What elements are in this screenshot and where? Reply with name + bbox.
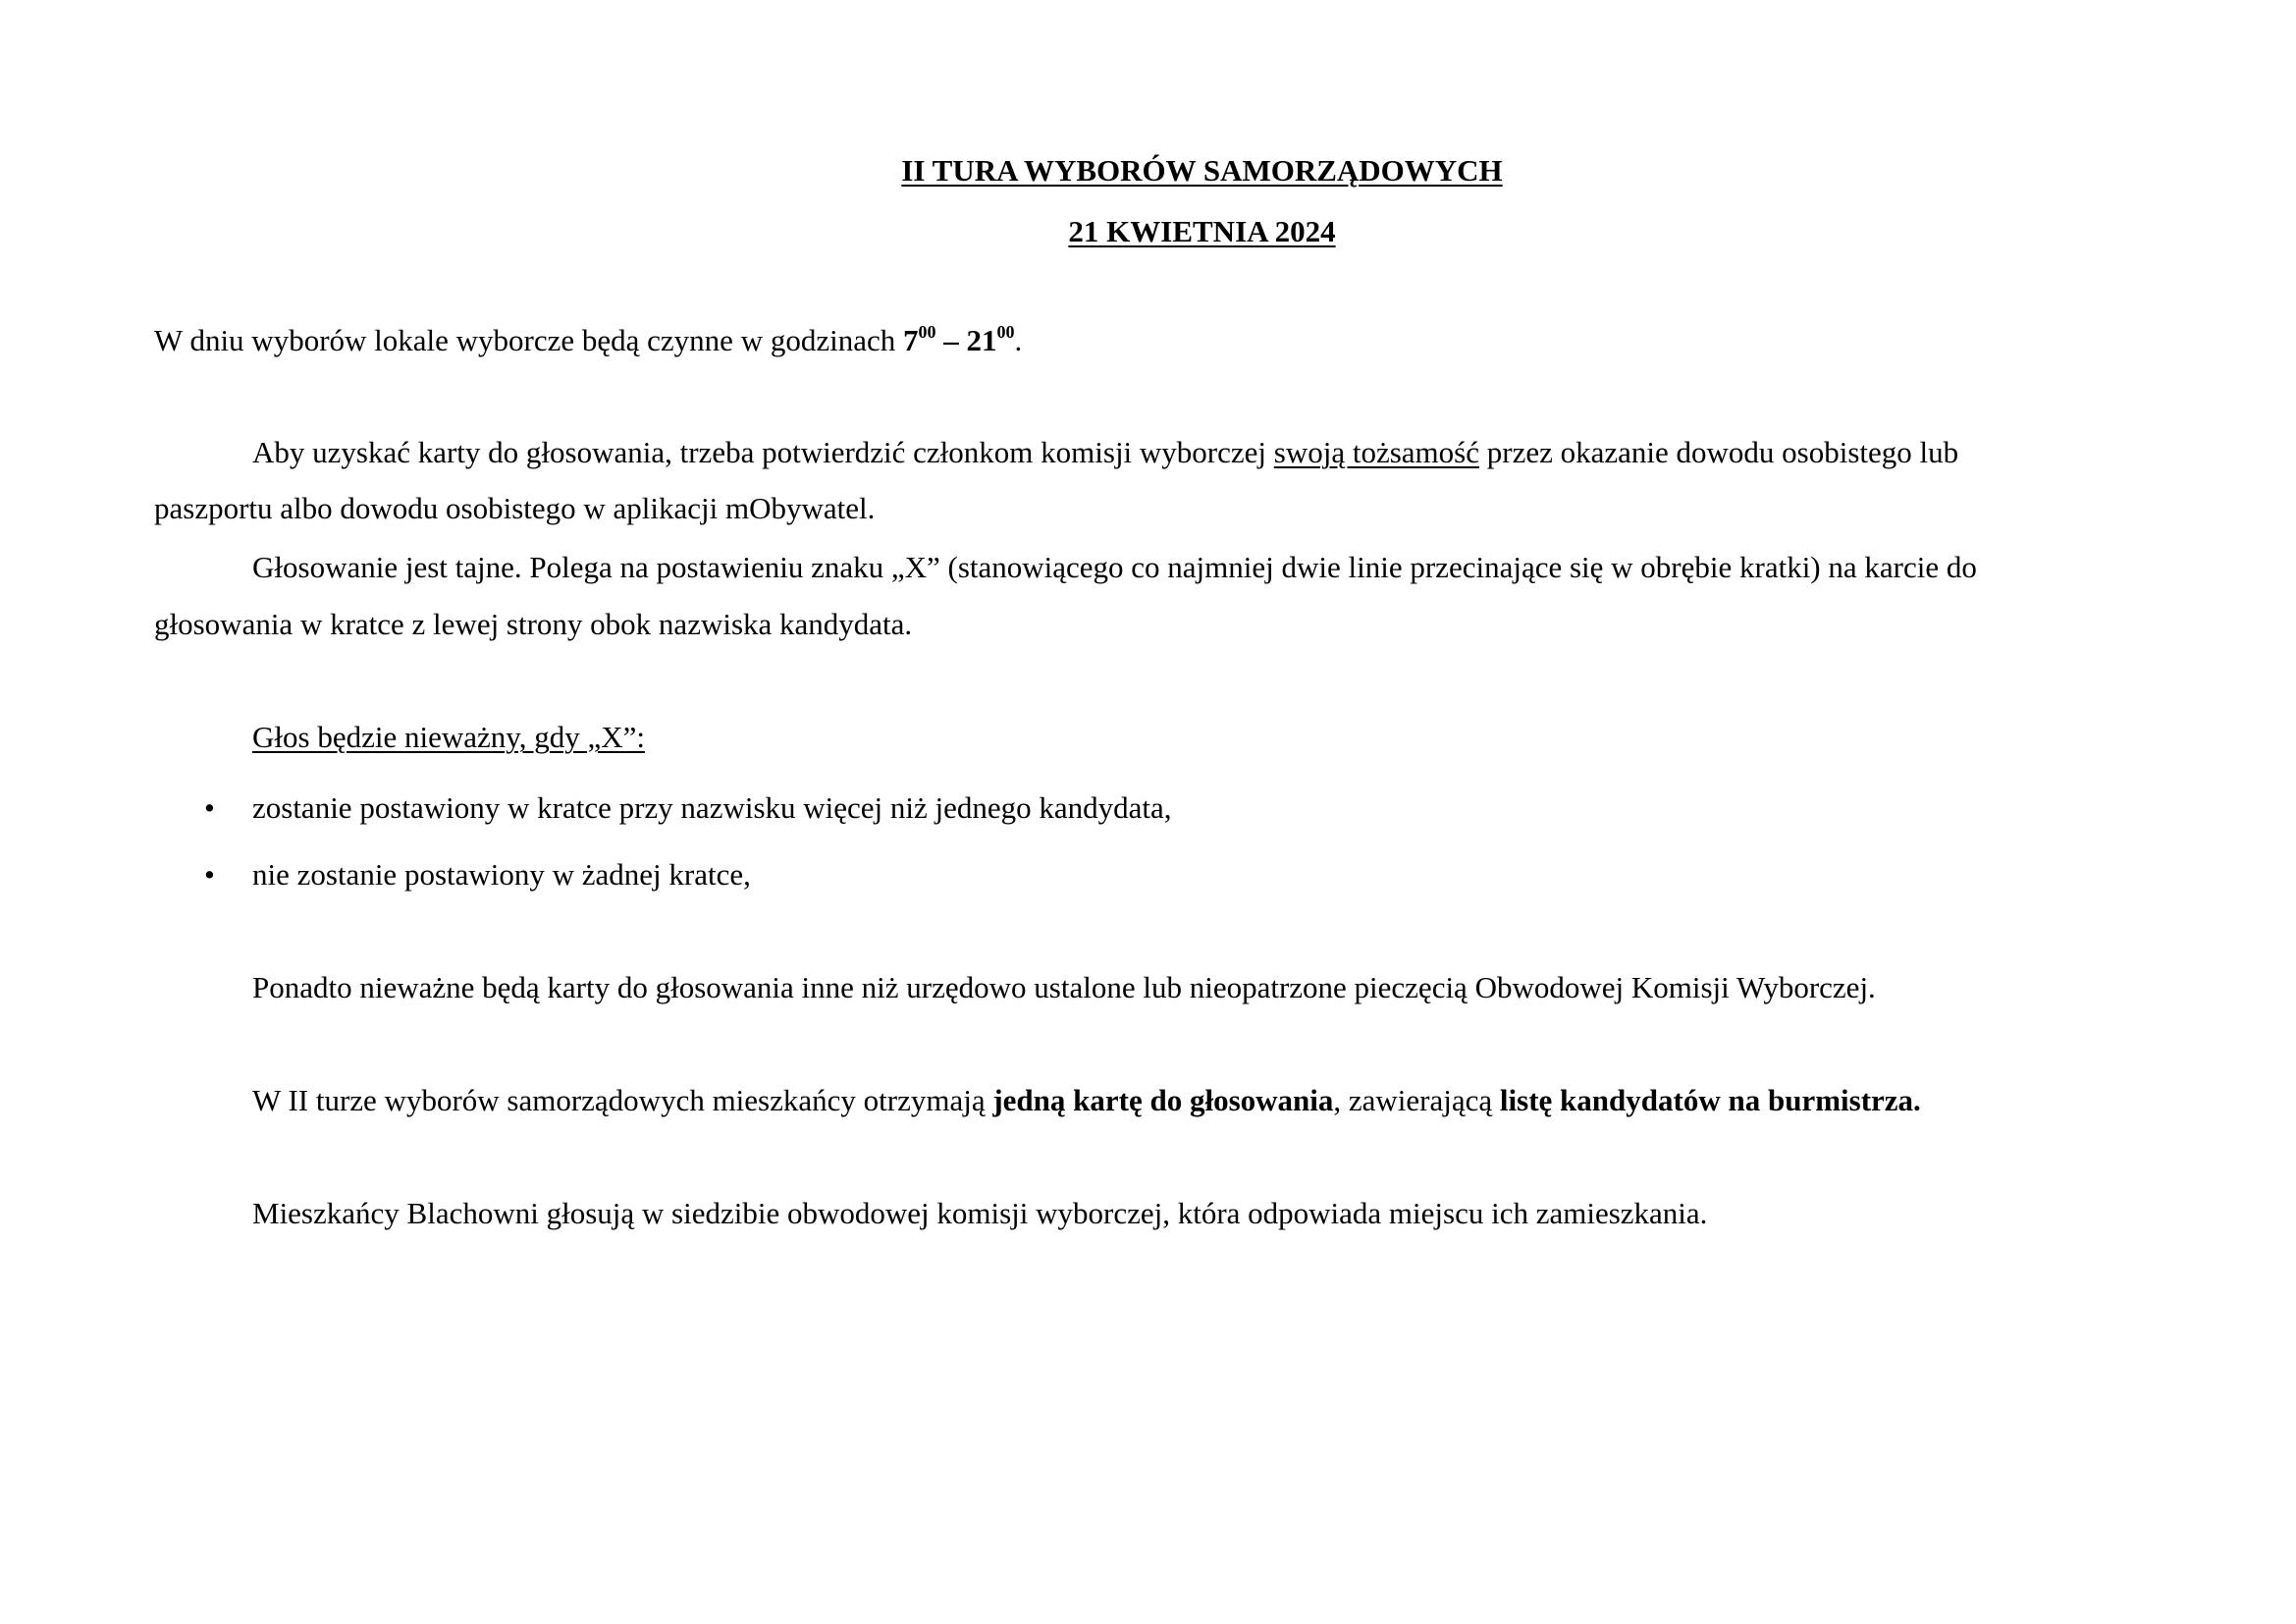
ballot-bold-list: listę kandydatów na burmistrza. <box>1499 1083 1921 1117</box>
secret-vote-line-1: Głosowanie jest tajne. Polega na postawieniu znaku „X” (stanowiącego co najmniej dwie linie przecinające się w obrębie kratki) na karcie do <box>252 550 1977 584</box>
open-hour: 7 <box>902 323 919 357</box>
close-minutes: 00 <box>996 322 1015 342</box>
bullet-icon: • <box>204 790 215 825</box>
invalid-item-1: zostanie postawiony w kratce przy nazwisku więcej niż jednego kandydata, <box>252 790 1172 825</box>
ballot-text-c: , zawierającą <box>1333 1083 1500 1117</box>
document-title <box>0 155 2296 186</box>
hours-end: . <box>1014 323 1023 357</box>
ballot-paragraph <box>252 1085 1921 1115</box>
title-line-2: 21 KWIETNIA 2024 <box>1068 214 1336 248</box>
ballot-bold-card: jedną kartę do głosowania <box>992 1083 1334 1117</box>
ballot-text-a: W II turze wyborów samorządowych mieszkańcy otrzymają <box>252 1083 993 1117</box>
invalid-vote-heading: Głos będzie nieważny, gdy „X”: <box>252 720 645 754</box>
open-time <box>903 323 1015 357</box>
document-date <box>0 216 2296 246</box>
identity-paragraph-line-2: paszportu albo dowodu osobistego w aplikacji mObywatel. <box>154 491 876 525</box>
bullet-icon: • <box>204 857 215 892</box>
invalid-item-2: nie zostanie postawiony w żadnej kratce, <box>252 857 751 892</box>
opening-hours-paragraph <box>154 322 1023 357</box>
location-paragraph: Mieszkańcy Blachowni głosują w siedzibie obwodowej komisji wyborczej, która odpowiada miejscu ich zamieszkania. <box>252 1196 1708 1230</box>
identity-text-b: przez okazanie dowodu osobistego lub <box>1479 435 1959 469</box>
hours-text: W dniu wyborów lokale wyborcze będą czynne w godzinach <box>154 323 903 357</box>
invalid-cards-paragraph: Ponadto nieważne będą karty do głosowania inne niż urzędowo ustalone lub nieopatrzone pieczęcią Obwodowej Komisji Wyborczej. <box>252 970 1876 1004</box>
identity-underlined: swoją tożsamość <box>1273 435 1479 469</box>
identity-text-a: Aby uzyskać karty do głosowania, trzeba potwierdzić członkom komisji wyborczej <box>252 435 1274 469</box>
close-hour: 21 <box>966 323 997 357</box>
secret-vote-line-2: głosowania w kratce z lewej strony obok nazwiska kandydata. <box>154 607 913 641</box>
open-minutes: 00 <box>918 322 936 342</box>
title-line-1: II TURA WYBORÓW SAMORZĄDOWYCH <box>901 153 1503 188</box>
identity-paragraph-line-1 <box>252 437 1958 467</box>
time-dash: – <box>935 323 967 357</box>
